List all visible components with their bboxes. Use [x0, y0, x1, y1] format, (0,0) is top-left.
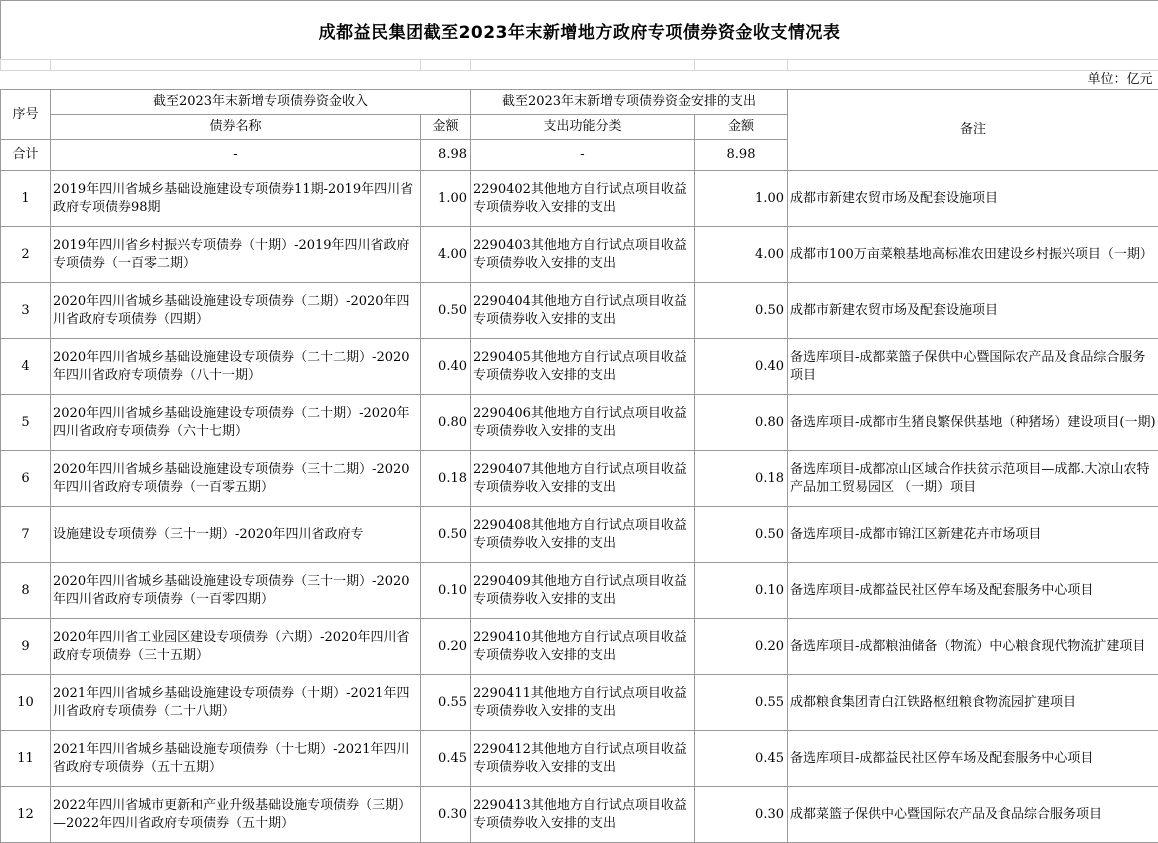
header-remark: 备注 [788, 90, 1158, 171]
row-function [471, 283, 695, 339]
row-amount [421, 395, 471, 451]
header-amount2: 金额 [695, 115, 788, 140]
total-bond-name: - [51, 140, 421, 171]
row-remark [788, 507, 1158, 563]
row-function-text: 2290412其他地方自行试点项目收益专项债券收入安排的支出 [473, 741, 687, 775]
row-seq-text: 3 [21, 302, 30, 318]
row-seq [1, 339, 51, 395]
row-amount2 [695, 675, 788, 731]
row-remark-text: 备选库项目-成都市生猪良繁保供基地（种猪场）建设项目(一期) [790, 414, 1156, 430]
row-bond-name-text: 2020年四川省城乡基础设施建设专项债券（三十一期）-2020年四川省政府专项债券（一百零四期） [53, 573, 410, 607]
row-seq-text: 2 [21, 246, 30, 262]
table-row [1, 339, 1158, 395]
header-bond-name: 债券名称 [51, 115, 421, 140]
row-bond-name-text: 2020年四川省城乡基础设施建设专项债券（二十期）-2020年四川省政府专项债券（六十七期） [53, 405, 410, 439]
total-label: 合计 [1, 140, 51, 171]
row-seq [1, 563, 51, 619]
row-function-text: 2290411其他地方自行试点项目收益专项债券收入安排的支出 [473, 685, 687, 719]
row-seq-text: 8 [21, 582, 30, 598]
row-amount-text: 0.40 [438, 358, 467, 374]
table-row [1, 395, 1158, 451]
row-remark [788, 227, 1158, 283]
row-seq [1, 731, 51, 787]
row-bond-name [51, 675, 421, 731]
row-seq [1, 619, 51, 675]
row-remark [788, 395, 1158, 451]
row-seq [1, 283, 51, 339]
row-remark [788, 563, 1158, 619]
row-bond-name-text: 2019年四川省乡村振兴专项债券（十期）-2019年四川省政府专项债券（一百零二期） [53, 237, 410, 271]
table-row [1, 731, 1158, 787]
row-remark-text: 成都粮食集团青白江铁路枢纽粮食物流园扩建项目 [790, 694, 1077, 710]
row-seq-text: 11 [17, 750, 34, 766]
row-function [471, 563, 695, 619]
row-bond-name [51, 731, 421, 787]
row-function-text: 2290410其他地方自行试点项目收益专项债券收入安排的支出 [473, 629, 687, 663]
row-bond-name [51, 395, 421, 451]
header-seq: 序号 [1, 90, 51, 140]
row-function-text: 2290408其他地方自行试点项目收益专项债券收入安排的支出 [473, 517, 687, 551]
row-function-text: 2290407其他地方自行试点项目收益专项债券收入安排的支出 [473, 461, 687, 495]
row-bond-name-text: 2019年四川省城乡基础设施建设专项债券11期-2019年四川省政府专项债券98期 [53, 181, 414, 215]
row-seq [1, 787, 51, 843]
row-seq-text: 12 [17, 806, 34, 822]
header-income-group: 截至2023年末新增专项债券资金收入 [51, 90, 471, 115]
row-bond-name [51, 339, 421, 395]
row-function [471, 451, 695, 507]
row-remark-text: 备选库项目-成都粮油储备（物流）中心粮食现代物流扩建项目 [790, 638, 1146, 654]
row-function-text: 2290402其他地方自行试点项目收益专项债券收入安排的支出 [473, 181, 687, 215]
row-amount-text: 0.80 [438, 414, 467, 430]
row-bond-name [51, 451, 421, 507]
row-amount-text: 0.10 [438, 582, 467, 598]
row-bond-name-text: 2021年四川省城乡基础设施专项债券（十七期）-2021年四川省政府专项债券（五十五期） [53, 741, 410, 775]
row-amount-text: 0.45 [438, 750, 467, 766]
table-row [1, 171, 1158, 227]
row-amount2-text: 4.00 [755, 246, 784, 262]
table-row [1, 619, 1158, 675]
row-seq-text: 1 [21, 190, 30, 206]
row-seq [1, 451, 51, 507]
row-function-text: 2290403其他地方自行试点项目收益专项债券收入安排的支出 [473, 237, 687, 271]
row-bond-name-text: 2021年四川省城乡基础设施建设专项债券（十期）-2021年四川省政府专项债券（二十八期） [53, 685, 410, 719]
row-seq-text: 4 [21, 358, 30, 374]
row-amount-text: 0.50 [438, 302, 467, 318]
row-remark-text: 成都菜篮子保供中心暨国际农产品及食品综合服务项目 [790, 806, 1103, 822]
row-remark-text: 备选库项目-成都菜篮子保供中心暨国际农产品及食品综合服务项目 [790, 349, 1146, 383]
row-remark [788, 619, 1158, 675]
table-title: 成都益民集团截至2023年末新增地方政府专项债券资金收支情况表 [0, 0, 1158, 60]
row-function [471, 675, 695, 731]
row-remark-text: 备选库项目-成都凉山区域合作扶贫示范项目—成都.大凉山农特产品加工贸易园区 （一期）项目 [790, 461, 1150, 495]
row-amount2 [695, 619, 788, 675]
row-bond-name [51, 171, 421, 227]
row-amount2-text: 0.10 [755, 582, 784, 598]
row-amount-text: 0.18 [438, 470, 467, 486]
row-function [471, 395, 695, 451]
row-remark-text: 成都市新建农贸市场及配套设施项目 [790, 302, 999, 318]
unit-label: 单位：亿元 [1, 71, 1158, 90]
row-amount2 [695, 507, 788, 563]
row-amount [421, 563, 471, 619]
row-amount2 [695, 283, 788, 339]
table-row [1, 563, 1158, 619]
row-amount2-text: 0.55 [755, 694, 784, 710]
row-remark-text: 成都市100万亩菜粮基地高标准农田建设乡村振兴项目（一期） [790, 246, 1153, 262]
row-amount2-text: 1.00 [755, 190, 784, 206]
row-amount [421, 787, 471, 843]
row-amount2-text: 0.20 [755, 638, 784, 654]
row-function [471, 787, 695, 843]
table-row [1, 227, 1158, 283]
row-bond-name [51, 507, 421, 563]
row-function [471, 339, 695, 395]
header-row-1 [1, 90, 1158, 115]
row-remark [788, 731, 1158, 787]
row-amount2 [695, 787, 788, 843]
row-seq [1, 227, 51, 283]
row-seq-text: 9 [21, 638, 30, 654]
row-remark [788, 787, 1158, 843]
row-amount2 [695, 563, 788, 619]
row-remark [788, 283, 1158, 339]
row-seq-text: 7 [21, 526, 30, 542]
row-seq [1, 395, 51, 451]
spacer-row [1, 60, 1158, 71]
row-amount-text: 1.00 [438, 190, 467, 206]
row-bond-name-text: 设施建设专项债券（三十一期）-2020年四川省政府专 [53, 526, 364, 542]
table-row [1, 283, 1158, 339]
row-remark [788, 451, 1158, 507]
row-bond-name [51, 283, 421, 339]
row-amount [421, 283, 471, 339]
row-function-text: 2290404其他地方自行试点项目收益专项债券收入安排的支出 [473, 293, 687, 327]
row-amount2 [695, 339, 788, 395]
total-amount2: 8.98 [695, 140, 788, 171]
row-bond-name-text: 2020年四川省城乡基础设施建设专项债券（三十二期）-2020年四川省政府专项债券（一百零五期） [53, 461, 410, 495]
row-remark-text: 备选库项目-成都市锦江区新建花卉市场项目 [790, 526, 1042, 542]
row-remark [788, 171, 1158, 227]
row-bond-name-text: 2020年四川省城乡基础设施建设专项债券（二期）-2020年四川省政府专项债券（四期） [53, 293, 410, 327]
row-seq [1, 507, 51, 563]
row-amount [421, 451, 471, 507]
row-amount [421, 731, 471, 787]
row-amount [421, 339, 471, 395]
row-remark-text: 备选库项目-成都益民社区停车场及配套服务中心项目 [790, 750, 1094, 766]
row-amount [421, 619, 471, 675]
row-remark-text: 备选库项目-成都益民社区停车场及配套服务中心项目 [790, 582, 1094, 598]
row-amount-text: 0.30 [438, 806, 467, 822]
row-function [471, 171, 695, 227]
row-amount2-text: 0.30 [755, 806, 784, 822]
total-function: - [471, 140, 695, 171]
row-amount2-text: 0.50 [755, 526, 784, 542]
row-bond-name [51, 563, 421, 619]
header-function: 支出功能分类 [471, 115, 695, 140]
row-amount2-text: 0.45 [755, 750, 784, 766]
row-bond-name [51, 619, 421, 675]
row-bond-name-text: 2020年四川省工业园区建设专项债券（六期）-2020年四川省政府专项债券（三十五期） [53, 629, 410, 663]
row-amount2 [695, 227, 788, 283]
row-amount2 [695, 395, 788, 451]
row-amount2 [695, 171, 788, 227]
row-remark-text: 成都市新建农贸市场及配套设施项目 [790, 190, 999, 206]
row-function-text: 2290405其他地方自行试点项目收益专项债券收入安排的支出 [473, 349, 687, 383]
row-function-text: 2290406其他地方自行试点项目收益专项债券收入安排的支出 [473, 405, 687, 439]
unit-row [1, 71, 1158, 90]
row-amount-text: 0.20 [438, 638, 467, 654]
row-function-text: 2290413其他地方自行试点项目收益专项债券收入安排的支出 [473, 797, 687, 831]
row-function [471, 507, 695, 563]
row-amount2 [695, 731, 788, 787]
table-row [1, 451, 1158, 507]
row-amount2-text: 0.80 [755, 414, 784, 430]
row-amount-text: 0.50 [438, 526, 467, 542]
table-row [1, 787, 1158, 843]
row-amount2 [695, 451, 788, 507]
row-seq-text: 10 [17, 694, 34, 710]
row-amount-text: 0.55 [438, 694, 467, 710]
row-seq-text: 6 [21, 470, 30, 486]
row-amount [421, 507, 471, 563]
row-amount2-text: 0.50 [755, 302, 784, 318]
row-bond-name [51, 787, 421, 843]
row-function-text: 2290409其他地方自行试点项目收益专项债券收入安排的支出 [473, 573, 687, 607]
table-row [1, 507, 1158, 563]
table-row [1, 675, 1158, 731]
row-seq [1, 171, 51, 227]
row-bond-name-text: 2020年四川省城乡基础设施建设专项债券（二十二期）-2020年四川省政府专项债券（八十一期） [53, 349, 410, 383]
row-amount [421, 675, 471, 731]
row-amount [421, 227, 471, 283]
row-remark [788, 675, 1158, 731]
header-expense-group: 截至2023年末新增专项债券资金安排的支出 [471, 90, 788, 115]
row-bond-name-text: 2022年四川省城市更新和产业升级基础设施专项债券（三期）—2022年四川省政府专项债券（五十期） [53, 797, 412, 831]
row-amount-text: 4.00 [438, 246, 467, 262]
row-amount2-text: 0.18 [755, 470, 784, 486]
row-bond-name [51, 227, 421, 283]
header-amount: 金额 [421, 115, 471, 140]
row-function [471, 731, 695, 787]
row-amount2-text: 0.40 [755, 358, 784, 374]
row-remark [788, 339, 1158, 395]
row-amount [421, 171, 471, 227]
budget-table [0, 59, 1158, 843]
row-function [471, 227, 695, 283]
total-amount: 8.98 [421, 140, 471, 171]
row-function [471, 619, 695, 675]
row-seq-text: 5 [21, 414, 30, 430]
row-seq [1, 675, 51, 731]
